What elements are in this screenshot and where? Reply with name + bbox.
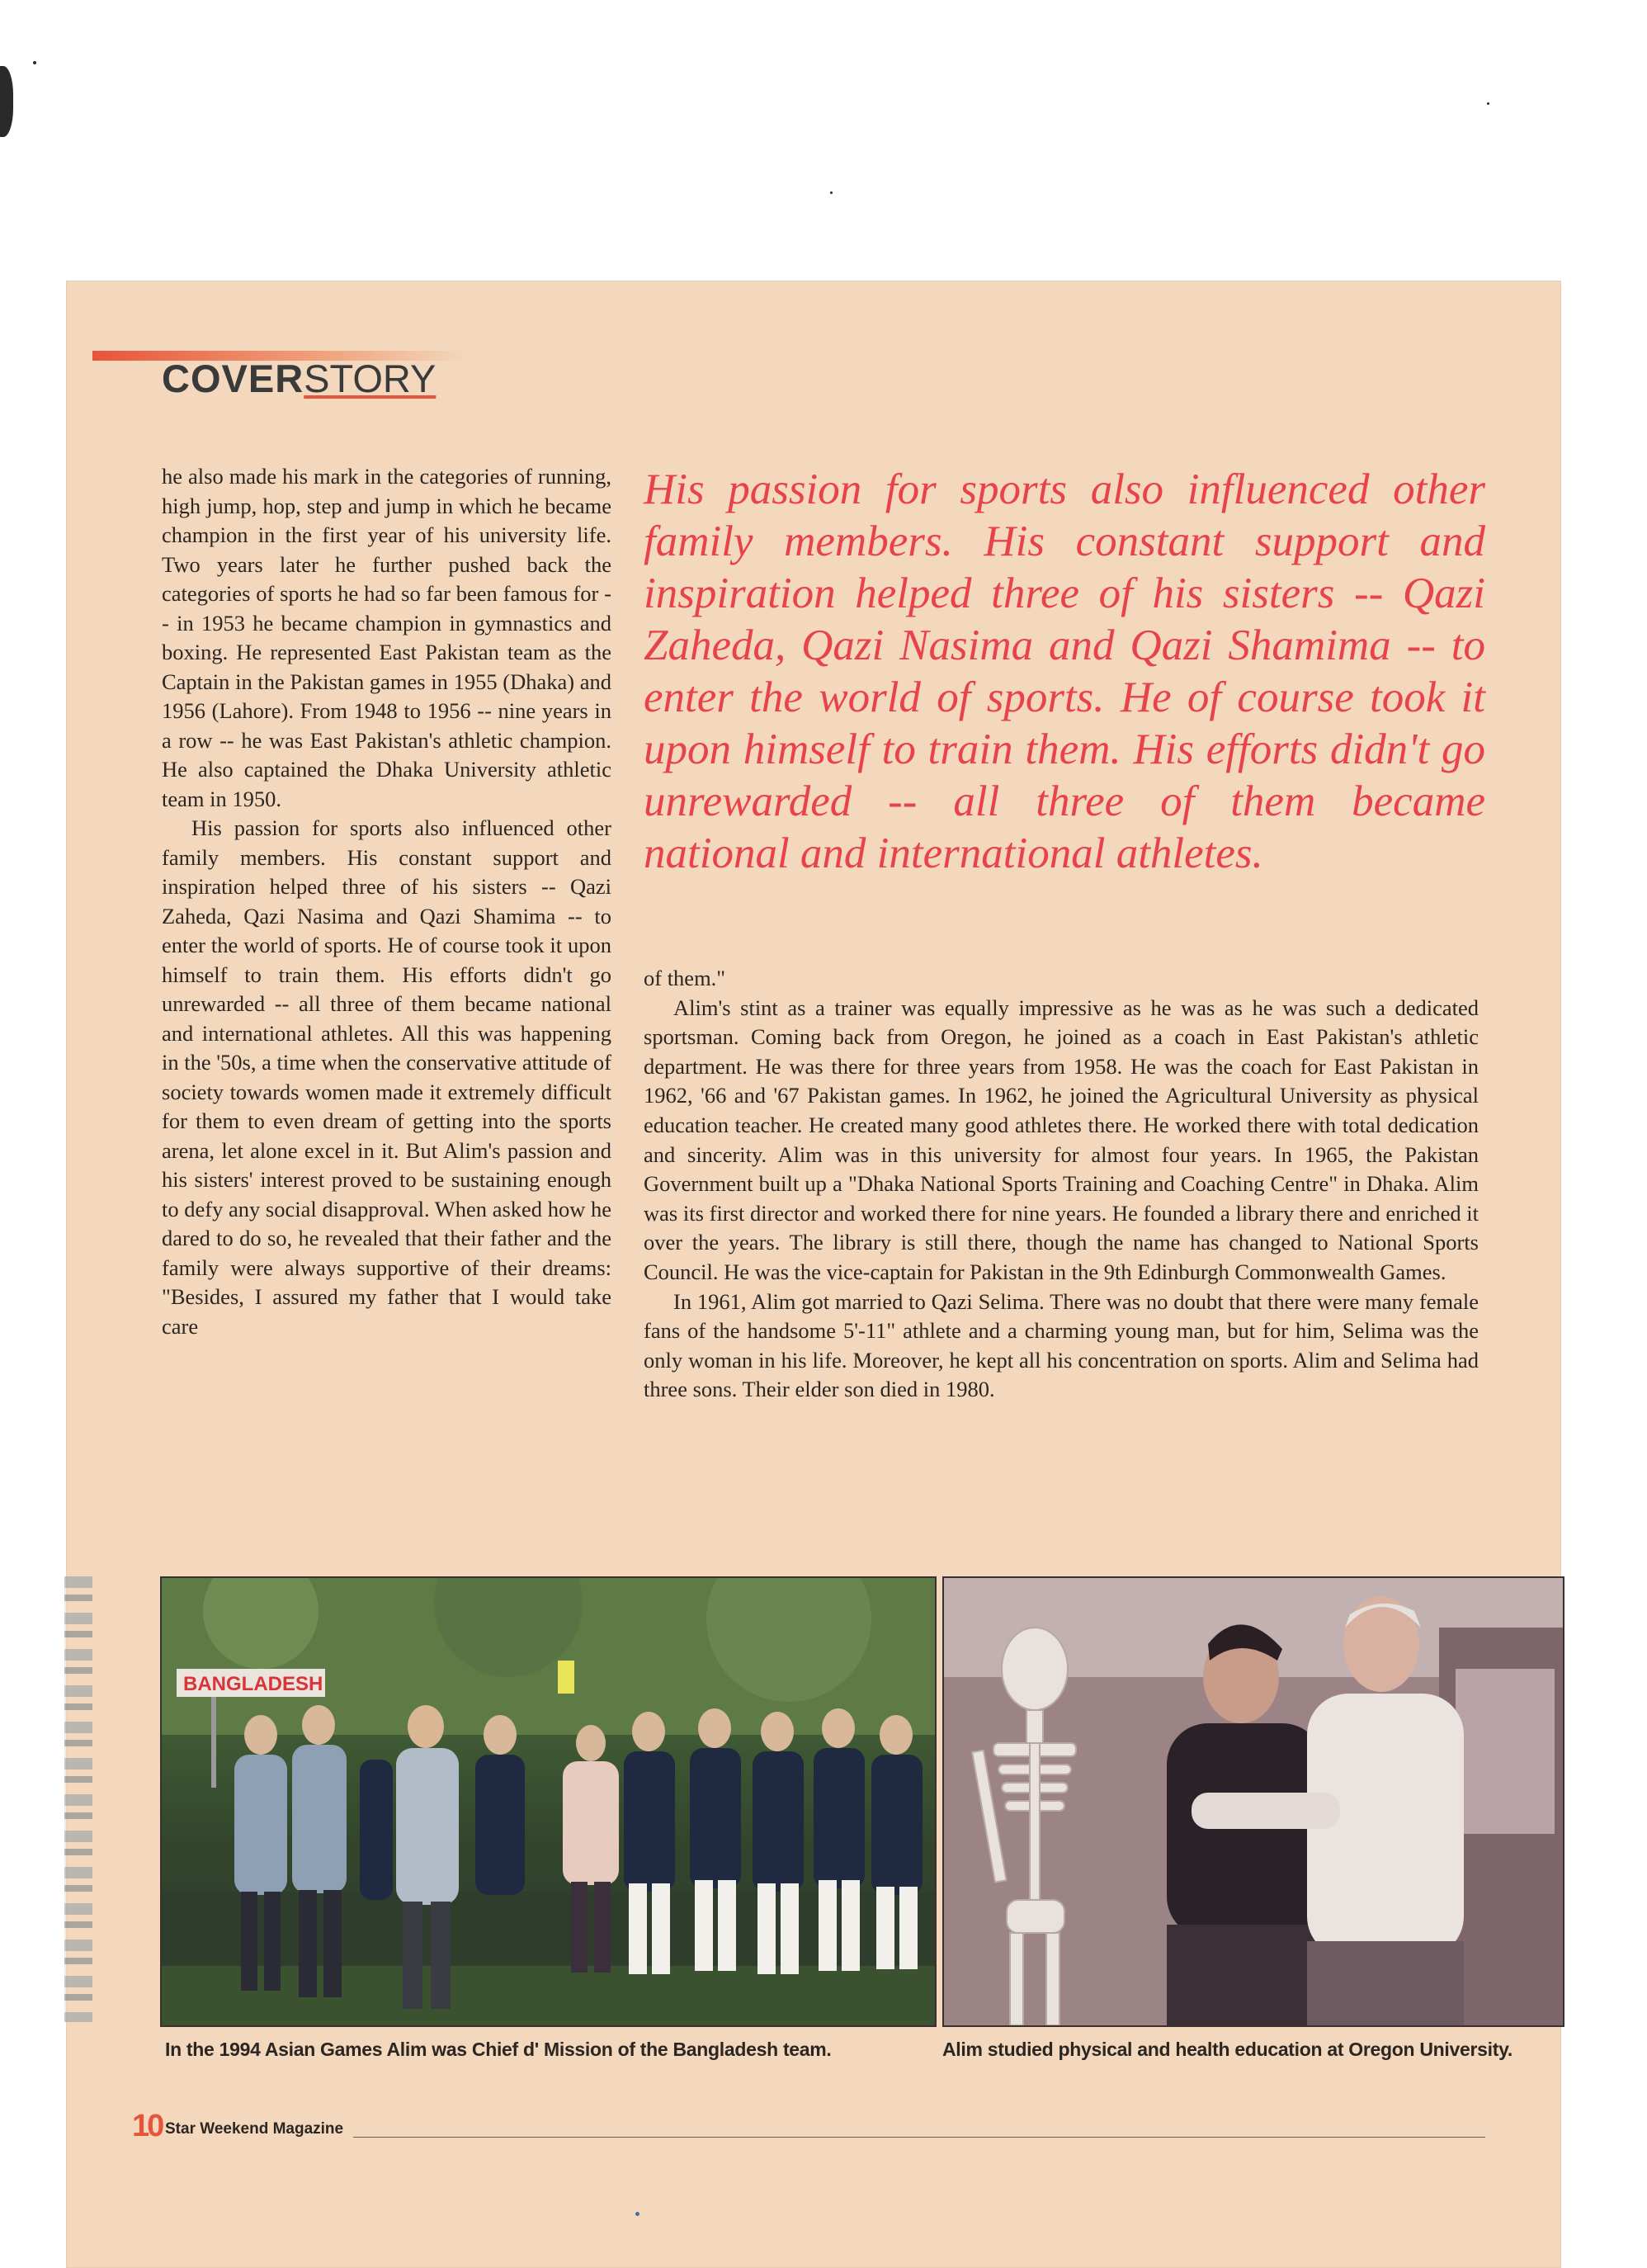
left-column xyxy=(162,462,611,1341)
right-paragraph-3: In 1961, Alim got married to Qazi Selima. There was no doubt that there were many female fans of the handsome 5'-11" athlete and a charming young man, but for him, Selima was the only woman in his life. Moreover, he kept all his concentration on sports. Alim and Selima had three sons. Their elder son died in 1980. xyxy=(644,1288,1479,1402)
section-title-cover: COVER xyxy=(162,357,304,400)
page-number: 10 xyxy=(132,2109,163,2143)
photo-oregon-university xyxy=(942,1576,1564,2027)
left-paragraph-1: he also made his mark in the categories of running, high jump, hop, step and jump in which he became champion in the first year of his university life. Two years later he further pushed back the categories of sports he had so far been famous for -- in 1953 he became champion in gymnastics and boxing. He represented East Pakistan team as the Captain in the Pakistan games in 1955 (Dhaka) and 1956 (Lahore). From 1948 to 1956 -- nine years in a row -- he was East Pakistan's athletic champion. He also captained the Dhaka University athletic team in 1950. xyxy=(162,464,611,811)
page-footer xyxy=(132,2109,1485,2142)
pull-quote: His passion for sports also influenced other family members. His constant support and inspiration helped three of his sisters -- Qazi Zaheda, Qazi Nasima and Qazi Shamima -- to enter the world of sports. He of course took it upon himself to train them. His efforts didn't go unrewarded -- all three of them became national and international athletes. xyxy=(644,465,1485,877)
right-paragraph-1: of them." xyxy=(644,966,726,990)
scan-speck xyxy=(635,2212,639,2216)
scan-speck xyxy=(1487,102,1489,105)
photo-caption-left: In the 1994 Asian Games Alim was Chief d' Mission of the Bangladesh team. xyxy=(165,2039,832,2060)
scan-speck xyxy=(33,61,36,64)
section-header xyxy=(92,351,488,400)
photo-caption-right: Alim studied physical and health education at Oregon University. xyxy=(942,2039,1513,2060)
page-edge-bleed xyxy=(64,1576,92,2022)
section-title xyxy=(162,356,437,400)
left-paragraph-2: His passion for sports also influenced other family members. His constant support and inspiration helped three of his sisters -- Qazi Zaheda, Qazi Nasima and Qazi Shamima -- to enter the world of sports. He of course took it upon himself to train them. His efforts didn't go unrewarded -- all three of them became national and international athletes. All this was happening in the '50s, a time when the conservative attitude of society towards women made it extremely difficult for them to even dream of getting into the sports arena, let alone excel in it. But Alim's passion and his sisters' interest proved to be sustaining enough to defy any social disapproval. When asked how he dared to do so, he revealed that their father and the family were always supportive of their dreams: "Besides, I assured my father that I would take care xyxy=(162,815,611,1339)
photo-asian-games-team xyxy=(160,1576,937,2027)
scan-edge-mark xyxy=(0,66,13,137)
photo-asian-games-illustration xyxy=(162,1578,935,2025)
magazine-name: Star Weekend Magazine xyxy=(165,2120,344,2138)
right-column xyxy=(644,964,1479,1405)
scan-speck xyxy=(830,191,833,194)
photo-oregon-illustration xyxy=(944,1578,1563,2025)
bangladesh-sign-text: BANGLADESH xyxy=(183,1673,323,1695)
footer-rule xyxy=(353,2137,1485,2138)
section-title-story: STORY xyxy=(304,357,437,400)
right-paragraph-2: Alim's stint as a trainer was equally impressive as he was as he was such a dedicated sportsman. Coming back from Oregon, he joined as a coach in East Pakistan's athletic department. He was there for three years from 1958. He was the coach for East Pakistan in 1962, '66 and '67 Pakistan games. In 1962, he joined the Agricultural University as physical education teacher. He created many good athletes there. He worked there with total dedication and sincerity. Alim was in this university for almost four years. In 1965, the Pakistan Government built up a "Dhaka National Sports Training and Coaching Centre" in Dhaka. Alim was its first director and worked there for nine years. He founded a library there and enriched it over the years. The library is still there, though the name has changed to National Sports Council. He was the vice-captain for Pakistan in the 9th Edinburgh Commonwealth Games. xyxy=(644,995,1479,1284)
